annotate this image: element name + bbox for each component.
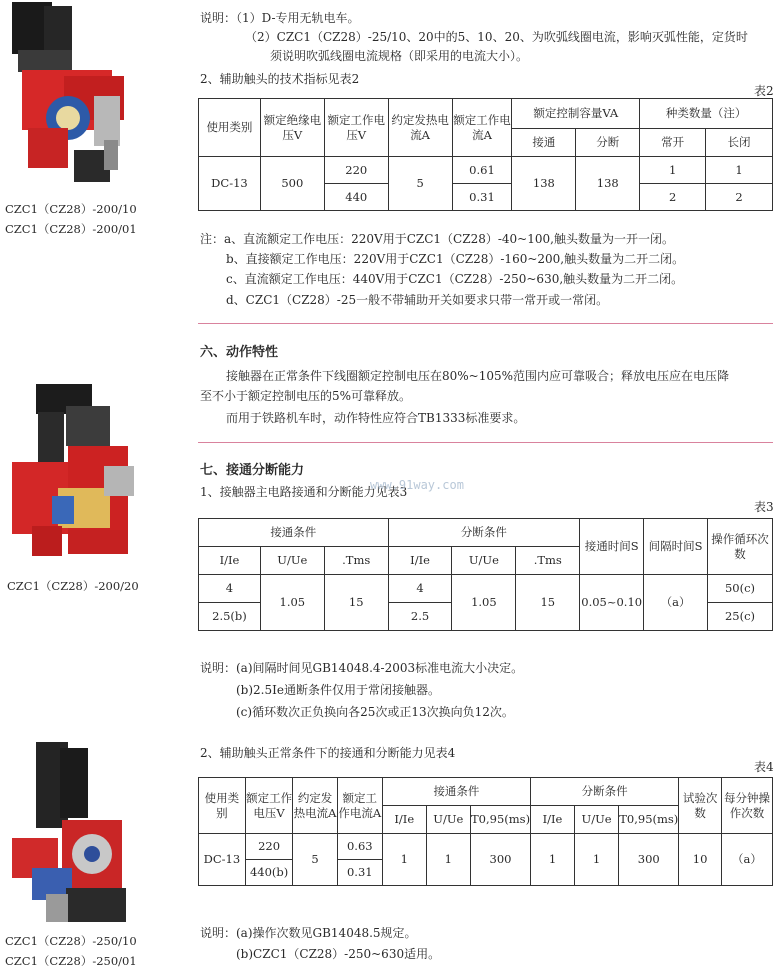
t3-h-cycles: 操作循环次数 xyxy=(708,519,773,575)
t4-break-u: 1 xyxy=(574,834,618,886)
t2-make: 138 xyxy=(512,157,576,211)
note2-a: 注：a、直流额定工作电压：220V用于CZC1（CZ28）-40~100,触头数量为一开一闭。 xyxy=(200,232,674,246)
t4-h-make: 接通条件 xyxy=(382,778,530,806)
t4-h-break-ile: I/Ie xyxy=(531,806,575,834)
t3-break-i2: 2.5 xyxy=(388,603,452,631)
note2-d: d、CZC1（CZ28）-25一般不带辅助开关如要求只带一常开或一常闭。 xyxy=(226,293,609,307)
note-line-3: 须说明吹弧线圈电流规格（即采用的电流大小）。 xyxy=(270,49,529,63)
t3-h-break-uue: U/Ue xyxy=(452,547,516,575)
t4-h-break-uue: U/Ue xyxy=(574,806,618,834)
t2-h-no: 常开 xyxy=(640,129,706,157)
t3-break-u: 1.05 xyxy=(452,575,516,631)
t2-a2: 0.31 xyxy=(452,184,512,211)
t3-make-i1: 4 xyxy=(199,575,261,603)
t2-h-nc: 长闭 xyxy=(706,129,773,157)
divider-2 xyxy=(198,442,773,443)
contactor-photo-200-20 xyxy=(8,376,148,564)
t2-h-work-v: 额定工作电压V xyxy=(324,99,388,157)
t2-no2: 2 xyxy=(640,184,706,211)
section-6-p1: 接触器在正常条件下线圈额定控制电压在80%~105%范围内应可靠吸合；释放电压应在电压降 xyxy=(226,369,730,383)
t3-h-make: 接通条件 xyxy=(199,519,389,547)
note-line-1: 说明：（1）D-专用无轨电车。 xyxy=(200,11,360,25)
t3-cycles-1: 50(c) xyxy=(708,575,773,603)
table-3 xyxy=(198,518,773,631)
t4-h-break-t: T0,95(ms) xyxy=(619,806,679,834)
t3-make-t: 15 xyxy=(324,575,388,631)
t4-h-break: 分断条件 xyxy=(531,778,679,806)
t4-v1: 220 xyxy=(245,834,293,860)
t3-interval: （a） xyxy=(644,575,708,631)
section-6-p2: 至不小于额定控制电压的5%可靠释放。 xyxy=(200,389,412,403)
table-4 xyxy=(198,777,773,886)
caption-200-10: CZC1（CZ28）-200/10 xyxy=(5,202,137,216)
t2-h-work-a: 额定工作电流A xyxy=(452,99,512,157)
t4-make-i: 1 xyxy=(382,834,426,886)
section-7-sub: 1、接触器主电路接通和分断能力见表3 xyxy=(200,485,408,499)
t2-h-use: 使用类别 xyxy=(199,99,261,157)
table-2 xyxy=(198,98,773,211)
t4-make-u: 1 xyxy=(426,834,470,886)
t2-h-make: 接通 xyxy=(512,129,576,157)
t3-h-make-uue: U/Ue xyxy=(260,547,324,575)
t2-v2: 440 xyxy=(324,184,388,211)
section-7-title: 七、接通分断能力 xyxy=(200,463,305,478)
t2-break: 138 xyxy=(576,157,640,211)
t4-h-make-uue: U/Ue xyxy=(426,806,470,834)
t3-make-u: 1.05 xyxy=(260,575,324,631)
note3-b: (b)2.5Ie通断条件仅用于常闭接触器。 xyxy=(236,683,440,697)
caption-200-01: CZC1（CZ28）-200/01 xyxy=(5,222,137,236)
t4-h-test: 试验次数 xyxy=(679,778,722,834)
t4-use: DC-13 xyxy=(199,834,246,886)
t3-h-break: 分断条件 xyxy=(388,519,580,547)
section-6-p3: 而用于铁路机车时，动作特性应符合TB1333标准要求。 xyxy=(226,411,526,425)
contactor-photo-250-10 xyxy=(6,738,146,926)
section-2-title: 2、辅助触头的技术指标见表2 xyxy=(200,72,360,86)
t2-no1: 1 xyxy=(640,157,706,184)
note2-c: c、直流额定工作电压：440V用于CZC1（CZ28）-250~630,触头数量为二开二闭。 xyxy=(226,272,684,286)
note3-c: (c)循环数次正负换向各25次或正13次换向负12次。 xyxy=(236,705,514,719)
divider-1 xyxy=(198,323,773,324)
t2-use: DC-13 xyxy=(199,157,261,211)
t3-h-break-ile: I/Ie xyxy=(388,547,452,575)
table4-label: 表4 xyxy=(754,760,774,774)
t2-nc1: 1 xyxy=(706,157,773,184)
caption-250-10: CZC1（CZ28）-250/10 xyxy=(5,934,137,948)
t3-time: 0.05~0.10 xyxy=(580,575,644,631)
t2-v1: 220 xyxy=(324,157,388,184)
t2-h-count: 种类数量（注） xyxy=(640,99,773,129)
t4-h-make-ile: I/Ie xyxy=(382,806,426,834)
t2-a1: 0.61 xyxy=(452,157,512,184)
table3-label: 表3 xyxy=(754,500,774,514)
t4-h-work-v: 额定工作电压V xyxy=(245,778,293,834)
section-aux-title: 2、辅助触头正常条件下的接通和分断能力见表4 xyxy=(200,746,456,760)
t3-break-t: 15 xyxy=(516,575,580,631)
t4-h-heat: 约定发热电流A xyxy=(293,778,337,834)
t3-cycles-2: 25(c) xyxy=(708,603,773,631)
t4-break-t: 300 xyxy=(619,834,679,886)
t3-h-make-tms: .Tms xyxy=(324,547,388,575)
note-line-2: （2）CZC1（CZ28）-25/10、20中的5、10、20、为吹弧线圈电流，影响灭弧性能，定货时 xyxy=(245,30,748,44)
table2-label: 表2 xyxy=(754,84,774,98)
t4-h-ops: 每分钟操作次数 xyxy=(721,778,772,834)
t3-h-make-ile: I/Ie xyxy=(199,547,261,575)
t4-test: 10 xyxy=(679,834,722,886)
note2-b: b、直接额定工作电压：220V用于CZC1（CZ28）-160~200,触头数量为二开二闭。 xyxy=(226,252,685,266)
t2-h-heat: 约定发热电流A xyxy=(388,99,452,157)
t4-a1: 0.63 xyxy=(337,834,382,860)
t4-v2: 440(b) xyxy=(245,860,293,886)
t2-ins: 500 xyxy=(260,157,324,211)
t4-make-t: 300 xyxy=(471,834,531,886)
caption-200-20: CZC1（CZ28）-200/20 xyxy=(7,579,139,593)
contactor-photo-200-10 xyxy=(4,0,142,190)
caption-250-01: CZC1（CZ28）-250/01 xyxy=(5,954,137,968)
watermark: www.91way.com xyxy=(370,478,464,492)
t2-heat: 5 xyxy=(388,157,452,211)
t2-h-cap: 额定控制容量VA xyxy=(512,99,640,129)
section-6-title: 六、动作特性 xyxy=(200,345,279,360)
t2-h-ins: 额定绝缘电压V xyxy=(260,99,324,157)
t3-h-break-tms: .Tms xyxy=(516,547,580,575)
t4-h-use: 使用类别 xyxy=(199,778,246,834)
t4-break-i: 1 xyxy=(531,834,575,886)
t3-h-interval: 间隔时间S xyxy=(644,519,708,575)
note4-a: 说明：(a)操作次数见GB14048.5规定。 xyxy=(200,926,417,940)
t3-h-time: 接通时间S xyxy=(580,519,644,575)
t2-h-break: 分断 xyxy=(576,129,640,157)
t4-ops: （a） xyxy=(721,834,772,886)
note4-b: (b)CZC1（CZ28）-250~630适用。 xyxy=(236,947,441,961)
t2-nc2: 2 xyxy=(706,184,773,211)
t4-heat: 5 xyxy=(293,834,337,886)
t4-h-work-a: 额定工作电流A xyxy=(337,778,382,834)
note3-a: 说明：(a)间隔时间见GB14048.4-2003标准电流大小决定。 xyxy=(200,661,524,675)
t4-h-make-t: T0,95(ms) xyxy=(471,806,531,834)
t4-a2: 0.31 xyxy=(337,860,382,886)
t3-break-i1: 4 xyxy=(388,575,452,603)
t3-make-i2: 2.5(b) xyxy=(199,603,261,631)
